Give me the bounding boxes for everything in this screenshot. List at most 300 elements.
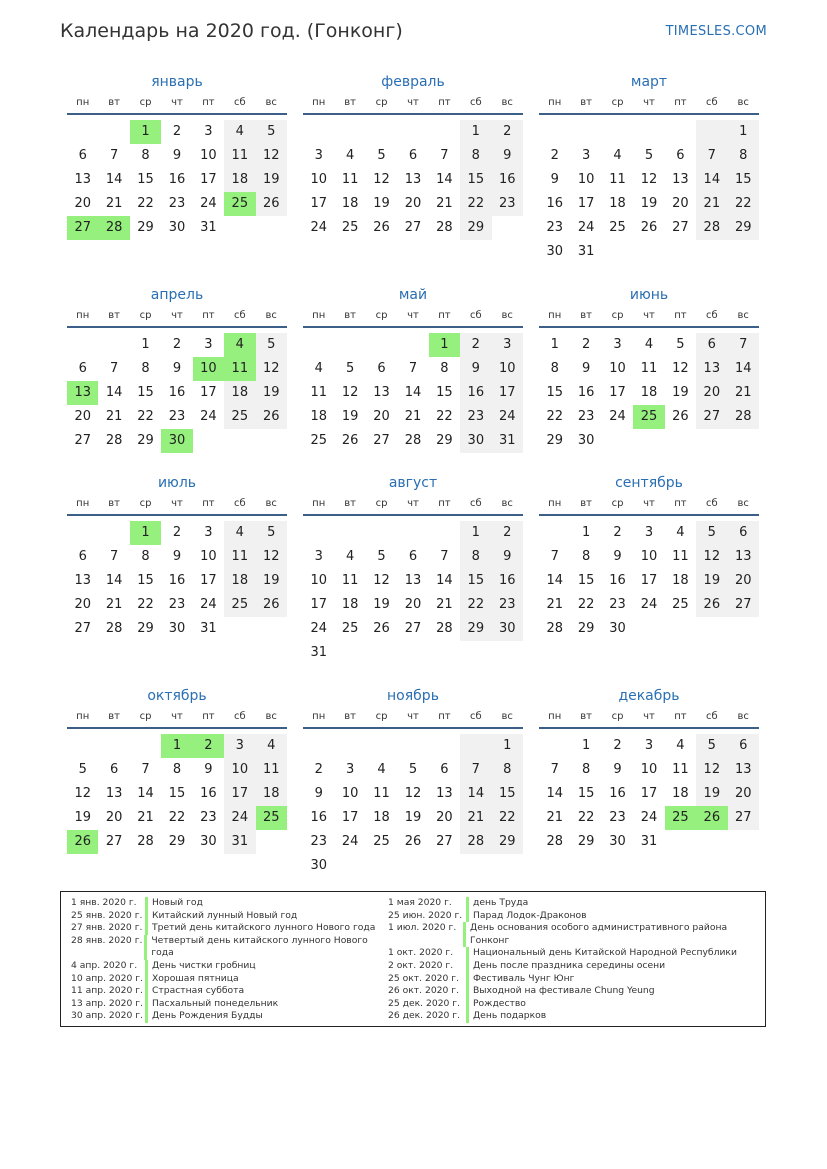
legend-row xyxy=(388,922,758,947)
day-cell: 15 xyxy=(137,573,154,588)
day-cell: 14 xyxy=(728,357,759,381)
day-cell: 9 xyxy=(172,148,182,163)
day-cell: 23 xyxy=(492,192,523,216)
day-cell: 17 xyxy=(341,810,359,825)
day-cell: 15 xyxy=(546,385,563,400)
day-cell: 14 xyxy=(436,573,453,588)
day-cell: 5 xyxy=(256,120,287,144)
legend-marker xyxy=(466,897,469,910)
week-row xyxy=(67,545,287,569)
legend-marker xyxy=(145,897,148,910)
brand-link[interactable]: TIMESLES.COM xyxy=(665,24,767,39)
weekday-label: сб xyxy=(705,498,718,509)
day-cell: 8 xyxy=(440,361,449,376)
day-cell: 26 xyxy=(256,192,287,216)
day-cell: 18 xyxy=(224,381,255,405)
week-row xyxy=(67,168,287,192)
empty-cell xyxy=(224,429,255,453)
day-cell: 24 xyxy=(640,597,658,612)
day-cell: 6 xyxy=(377,361,386,376)
legend-date: 1 июл. 2020 г. xyxy=(388,922,457,934)
day-cell: 25 xyxy=(310,433,327,448)
month-calendar xyxy=(303,286,523,453)
day-cell: 6 xyxy=(78,549,87,564)
day-cell: 12 xyxy=(672,361,689,376)
month-name: декабрь xyxy=(618,688,680,704)
weekday-label: вс xyxy=(737,97,749,108)
weekday-label: вт xyxy=(580,498,592,509)
day-cell: 8 xyxy=(172,762,182,777)
day-cell: 12 xyxy=(256,144,287,168)
day-cell: 6 xyxy=(408,148,418,163)
empty-cell xyxy=(366,120,397,144)
legend-holiday-name: Национальный день Китайской Народной Республики xyxy=(473,947,737,959)
day-cell: 24 xyxy=(224,806,255,830)
week-row xyxy=(303,192,523,216)
day-cell: 30 xyxy=(200,834,217,849)
day-cell: 11 xyxy=(256,758,287,782)
week-row xyxy=(539,144,759,168)
empty-cell xyxy=(256,429,287,453)
day-cell: 19 xyxy=(373,196,390,211)
day-cell: 24 xyxy=(200,597,217,612)
day-cell: 15 xyxy=(436,385,453,400)
weekday-header xyxy=(67,95,287,115)
month-calendar xyxy=(67,687,287,854)
day-cell: 22 xyxy=(492,806,523,830)
day-cell: 3 xyxy=(492,333,523,357)
day-cell: 19 xyxy=(341,409,359,424)
empty-cell xyxy=(303,734,334,758)
empty-cell xyxy=(602,429,633,453)
day-cell: 24 xyxy=(200,409,217,424)
day-cell: 4 xyxy=(676,525,685,540)
legend-holiday-name: День основания особого административного района Гонконг xyxy=(470,922,728,946)
day-cell: 29 xyxy=(728,216,759,240)
day-cell: 13 xyxy=(404,573,422,588)
day-cell: 5 xyxy=(78,762,87,777)
day-cell: 1 xyxy=(130,521,161,545)
day-cell: 22 xyxy=(728,192,759,216)
day-cell: 26 xyxy=(256,405,287,429)
day-cell: 30 xyxy=(168,220,186,235)
day-cell: 10 xyxy=(492,357,523,381)
legend-row xyxy=(71,960,386,973)
day-cell: 28 xyxy=(105,433,123,448)
week-row xyxy=(539,168,759,192)
day-cell: 23 xyxy=(460,405,491,429)
day-cell: 24 xyxy=(492,405,523,429)
day-cell: 13 xyxy=(672,172,689,187)
week-row xyxy=(539,521,759,545)
empty-cell xyxy=(696,120,727,144)
weekday-label: сб xyxy=(233,310,246,321)
day-cell: 9 xyxy=(314,786,323,801)
empty-cell xyxy=(366,734,397,758)
day-cell: 12 xyxy=(373,573,390,588)
day-cell: 9 xyxy=(492,545,523,569)
day-cell: 19 xyxy=(404,810,422,825)
day-cell: 19 xyxy=(696,569,727,593)
day-cell: 16 xyxy=(460,381,491,405)
month-name: июнь xyxy=(629,287,669,303)
empty-cell xyxy=(492,216,523,240)
day-cell: 25 xyxy=(665,806,696,830)
week-row xyxy=(539,545,759,569)
legend-marker xyxy=(145,998,148,1011)
weekday-label: ср xyxy=(139,711,152,722)
day-cell: 14 xyxy=(404,385,422,400)
day-cell: 18 xyxy=(640,385,658,400)
legend-date: 1 янв. 2020 г. xyxy=(71,897,137,908)
weekday-label: вс xyxy=(501,97,513,108)
legend-holiday-name: Пасхальный понедельник xyxy=(152,997,279,1009)
day-cell: 22 xyxy=(137,409,154,424)
day-cell: 5 xyxy=(644,148,654,163)
weekday-label: вс xyxy=(501,310,513,321)
day-cell: 12 xyxy=(373,172,390,187)
day-cell: 11 xyxy=(341,172,359,187)
empty-cell xyxy=(98,521,129,545)
day-cell: 28 xyxy=(98,216,129,240)
day-cell: 18 xyxy=(341,597,359,612)
legend-marker xyxy=(466,947,469,960)
week-row xyxy=(67,806,287,830)
weekday-label: пн xyxy=(312,97,326,108)
week-row xyxy=(67,357,287,381)
day-cell: 23 xyxy=(546,220,563,235)
legend-date: 10 апр. 2020 г. xyxy=(71,972,143,984)
week-row xyxy=(539,617,759,641)
day-cell: 21 xyxy=(105,597,123,612)
week-row xyxy=(303,144,523,168)
month-name: октябрь xyxy=(147,688,207,704)
day-cell: 23 xyxy=(577,409,595,424)
day-cell: 26 xyxy=(373,621,390,636)
day-cell: 3 xyxy=(314,148,323,163)
day-cell: 15 xyxy=(728,168,759,192)
month-weeks xyxy=(67,521,287,641)
legend-marker xyxy=(466,1010,469,1023)
weekday-label: чт xyxy=(407,711,419,722)
month-calendar xyxy=(67,474,287,641)
weekday-label: сб xyxy=(233,97,246,108)
day-cell: 13 xyxy=(67,381,98,405)
day-cell: 3 xyxy=(644,738,654,753)
empty-cell xyxy=(256,216,287,240)
day-cell: 1 xyxy=(130,120,161,144)
week-row xyxy=(539,569,759,593)
week-row xyxy=(67,758,287,782)
day-cell: 13 xyxy=(373,385,390,400)
day-cell: 28 xyxy=(404,433,422,448)
day-cell: 26 xyxy=(672,409,689,424)
empty-cell xyxy=(492,854,523,878)
day-cell: 31 xyxy=(200,220,217,235)
day-cell: 15 xyxy=(168,786,186,801)
empty-cell xyxy=(334,120,365,144)
legend-marker xyxy=(466,960,469,973)
day-cell: 8 xyxy=(492,758,523,782)
day-cell: 25 xyxy=(224,593,255,617)
day-cell: 10 xyxy=(200,148,217,163)
month-weeks xyxy=(303,120,523,240)
day-cell: 25 xyxy=(609,220,626,235)
day-cell: 13 xyxy=(436,786,453,801)
weekday-label: пт xyxy=(674,310,687,321)
weekday-label: вт xyxy=(580,97,592,108)
week-row xyxy=(67,333,287,357)
day-cell: 24 xyxy=(640,810,658,825)
day-cell: 7 xyxy=(728,333,759,357)
day-cell: 17 xyxy=(200,385,217,400)
empty-cell xyxy=(334,333,365,357)
weekday-label: пт xyxy=(438,498,451,509)
day-cell: 3 xyxy=(204,525,213,540)
day-cell: 17 xyxy=(310,597,327,612)
legend-row xyxy=(71,935,386,960)
day-cell: 14 xyxy=(460,782,491,806)
day-cell: 15 xyxy=(137,385,154,400)
weekday-label: ср xyxy=(611,498,624,509)
day-cell: 24 xyxy=(341,834,359,849)
weekday-label: пн xyxy=(76,498,90,509)
weekday-label: чт xyxy=(407,97,419,108)
day-cell: 27 xyxy=(728,593,759,617)
month-name: июль xyxy=(157,475,197,491)
weekday-label: сб xyxy=(233,498,246,509)
day-cell: 1 xyxy=(141,337,150,352)
weekday-label: вт xyxy=(108,711,120,722)
month-name: январь xyxy=(151,74,203,90)
week-row xyxy=(67,593,287,617)
legend-date: 1 окт. 2020 г. xyxy=(388,947,454,959)
legend-row xyxy=(388,985,758,998)
weekday-label: пт xyxy=(674,498,687,509)
day-cell: 4 xyxy=(345,148,355,163)
legend-row xyxy=(71,910,386,923)
day-cell: 22 xyxy=(577,597,595,612)
day-cell: 20 xyxy=(74,196,91,211)
legend-date: 30 апр. 2020 г. xyxy=(71,1010,143,1022)
empty-cell xyxy=(633,240,664,264)
day-cell: 23 xyxy=(492,593,523,617)
day-cell: 12 xyxy=(404,786,422,801)
day-cell: 8 xyxy=(460,545,491,569)
day-cell: 4 xyxy=(224,521,255,545)
day-cell: 27 xyxy=(67,216,98,240)
week-row xyxy=(303,782,523,806)
empty-cell xyxy=(334,641,365,665)
day-cell: 17 xyxy=(640,573,658,588)
legend-holiday-name: Рождество xyxy=(473,997,526,1009)
legend-marker xyxy=(145,960,148,973)
day-cell: 27 xyxy=(672,220,689,235)
weekday-label: вс xyxy=(737,711,749,722)
empty-cell xyxy=(303,120,334,144)
day-cell: 25 xyxy=(341,621,359,636)
day-cell: 5 xyxy=(696,734,727,758)
day-cell: 18 xyxy=(224,168,255,192)
empty-cell xyxy=(728,429,759,453)
weekday-label: пн xyxy=(312,310,326,321)
day-cell: 28 xyxy=(105,621,123,636)
week-row xyxy=(303,357,523,381)
legend-date: 27 янв. 2020 г. xyxy=(71,922,143,934)
day-cell: 1 xyxy=(581,525,591,540)
day-cell: 10 xyxy=(200,549,217,564)
day-cell: 20 xyxy=(696,381,727,405)
day-cell: 29 xyxy=(137,621,154,636)
legend-row xyxy=(388,910,758,923)
legend-date: 11 апр. 2020 г. xyxy=(71,985,143,997)
empty-cell xyxy=(429,734,460,758)
week-row xyxy=(303,168,523,192)
day-cell: 2 xyxy=(172,337,182,352)
day-cell: 22 xyxy=(168,810,186,825)
day-cell: 29 xyxy=(577,621,595,636)
empty-cell xyxy=(303,333,334,357)
day-cell: 8 xyxy=(550,361,559,376)
day-cell: 30 xyxy=(310,858,327,873)
day-cell: 9 xyxy=(581,361,591,376)
day-cell: 29 xyxy=(577,834,595,849)
day-cell: 21 xyxy=(460,806,491,830)
day-cell: 7 xyxy=(550,762,559,777)
day-cell: 25 xyxy=(224,192,255,216)
empty-cell xyxy=(696,617,727,641)
legend-row xyxy=(71,897,386,910)
empty-cell xyxy=(334,734,365,758)
day-cell: 7 xyxy=(109,361,119,376)
day-cell: 28 xyxy=(460,830,491,854)
day-cell: 9 xyxy=(613,762,622,777)
day-cell: 4 xyxy=(224,333,255,357)
day-cell: 17 xyxy=(200,573,217,588)
legend-date: 26 окт. 2020 г. xyxy=(388,985,460,997)
empty-cell xyxy=(633,617,664,641)
empty-cell xyxy=(728,617,759,641)
weekday-label: пн xyxy=(548,310,562,321)
day-cell: 8 xyxy=(728,144,759,168)
day-cell: 20 xyxy=(373,409,390,424)
day-cell: 14 xyxy=(546,786,563,801)
legend-holiday-name: Новый год xyxy=(152,897,203,908)
day-cell: 23 xyxy=(609,597,626,612)
legend-holiday-name: Хорошая пятница xyxy=(152,972,239,984)
day-cell: 11 xyxy=(341,573,359,588)
day-cell: 9 xyxy=(550,172,559,187)
day-cell: 4 xyxy=(377,762,386,777)
weekday-label: ср xyxy=(375,97,388,108)
weekday-label: пн xyxy=(76,711,90,722)
day-cell: 2 xyxy=(193,734,224,758)
day-cell: 9 xyxy=(492,144,523,168)
week-row xyxy=(303,641,523,665)
day-cell: 3 xyxy=(204,124,213,139)
empty-cell xyxy=(67,333,98,357)
day-cell: 4 xyxy=(676,738,685,753)
day-cell: 27 xyxy=(74,621,91,636)
day-cell: 27 xyxy=(74,433,91,448)
day-cell: 29 xyxy=(168,834,186,849)
week-row xyxy=(539,429,759,453)
day-cell: 28 xyxy=(436,220,453,235)
day-cell: 2 xyxy=(492,521,523,545)
day-cell: 18 xyxy=(373,810,390,825)
day-cell: 7 xyxy=(408,361,418,376)
legend-marker xyxy=(145,973,148,986)
day-cell: 8 xyxy=(581,762,591,777)
day-cell: 16 xyxy=(609,573,626,588)
week-row xyxy=(303,593,523,617)
empty-cell xyxy=(397,333,428,357)
day-cell: 20 xyxy=(728,569,759,593)
day-cell: 31 xyxy=(200,621,217,636)
legend-holiday-name: День чистки гробниц xyxy=(152,959,256,971)
weekday-label: ср xyxy=(611,711,624,722)
day-cell: 17 xyxy=(640,786,658,801)
day-cell: 20 xyxy=(672,196,689,211)
week-row xyxy=(67,144,287,168)
day-cell: 30 xyxy=(546,244,563,259)
weekday-label: сб xyxy=(705,97,718,108)
day-cell: 26 xyxy=(640,220,658,235)
empty-cell xyxy=(602,240,633,264)
day-cell: 11 xyxy=(310,385,327,400)
day-cell: 10 xyxy=(310,573,327,588)
empty-cell xyxy=(460,854,491,878)
day-cell: 7 xyxy=(460,758,491,782)
week-row xyxy=(539,192,759,216)
day-cell: 18 xyxy=(256,782,287,806)
week-row xyxy=(303,545,523,569)
day-cell: 15 xyxy=(137,172,154,187)
day-cell: 14 xyxy=(105,385,123,400)
month-calendar xyxy=(303,687,523,878)
weekday-label: пт xyxy=(202,498,215,509)
day-cell: 28 xyxy=(137,834,154,849)
legend-marker xyxy=(466,973,469,986)
day-cell: 19 xyxy=(672,385,689,400)
day-cell: 29 xyxy=(137,220,154,235)
day-cell: 12 xyxy=(696,758,727,782)
day-cell: 7 xyxy=(440,549,449,564)
day-cell: 7 xyxy=(141,762,150,777)
day-cell: 1 xyxy=(492,734,523,758)
month-name: сентябрь xyxy=(615,475,683,491)
legend-row xyxy=(71,973,386,986)
empty-cell xyxy=(397,854,428,878)
day-cell: 20 xyxy=(74,409,91,424)
day-cell: 1 xyxy=(460,120,491,144)
weekday-label: вс xyxy=(265,97,277,108)
empty-cell xyxy=(460,641,491,665)
week-row xyxy=(67,521,287,545)
day-cell: 22 xyxy=(137,196,154,211)
week-row xyxy=(539,120,759,144)
legend-date: 1 мая 2020 г. xyxy=(388,897,452,908)
weekday-label: пн xyxy=(548,498,562,509)
empty-cell xyxy=(429,120,460,144)
empty-cell xyxy=(665,617,696,641)
empty-cell xyxy=(492,641,523,665)
empty-cell xyxy=(334,521,365,545)
weekday-label: пт xyxy=(674,711,687,722)
week-row xyxy=(539,734,759,758)
day-cell: 9 xyxy=(460,357,491,381)
weekday-label: пт xyxy=(202,310,215,321)
